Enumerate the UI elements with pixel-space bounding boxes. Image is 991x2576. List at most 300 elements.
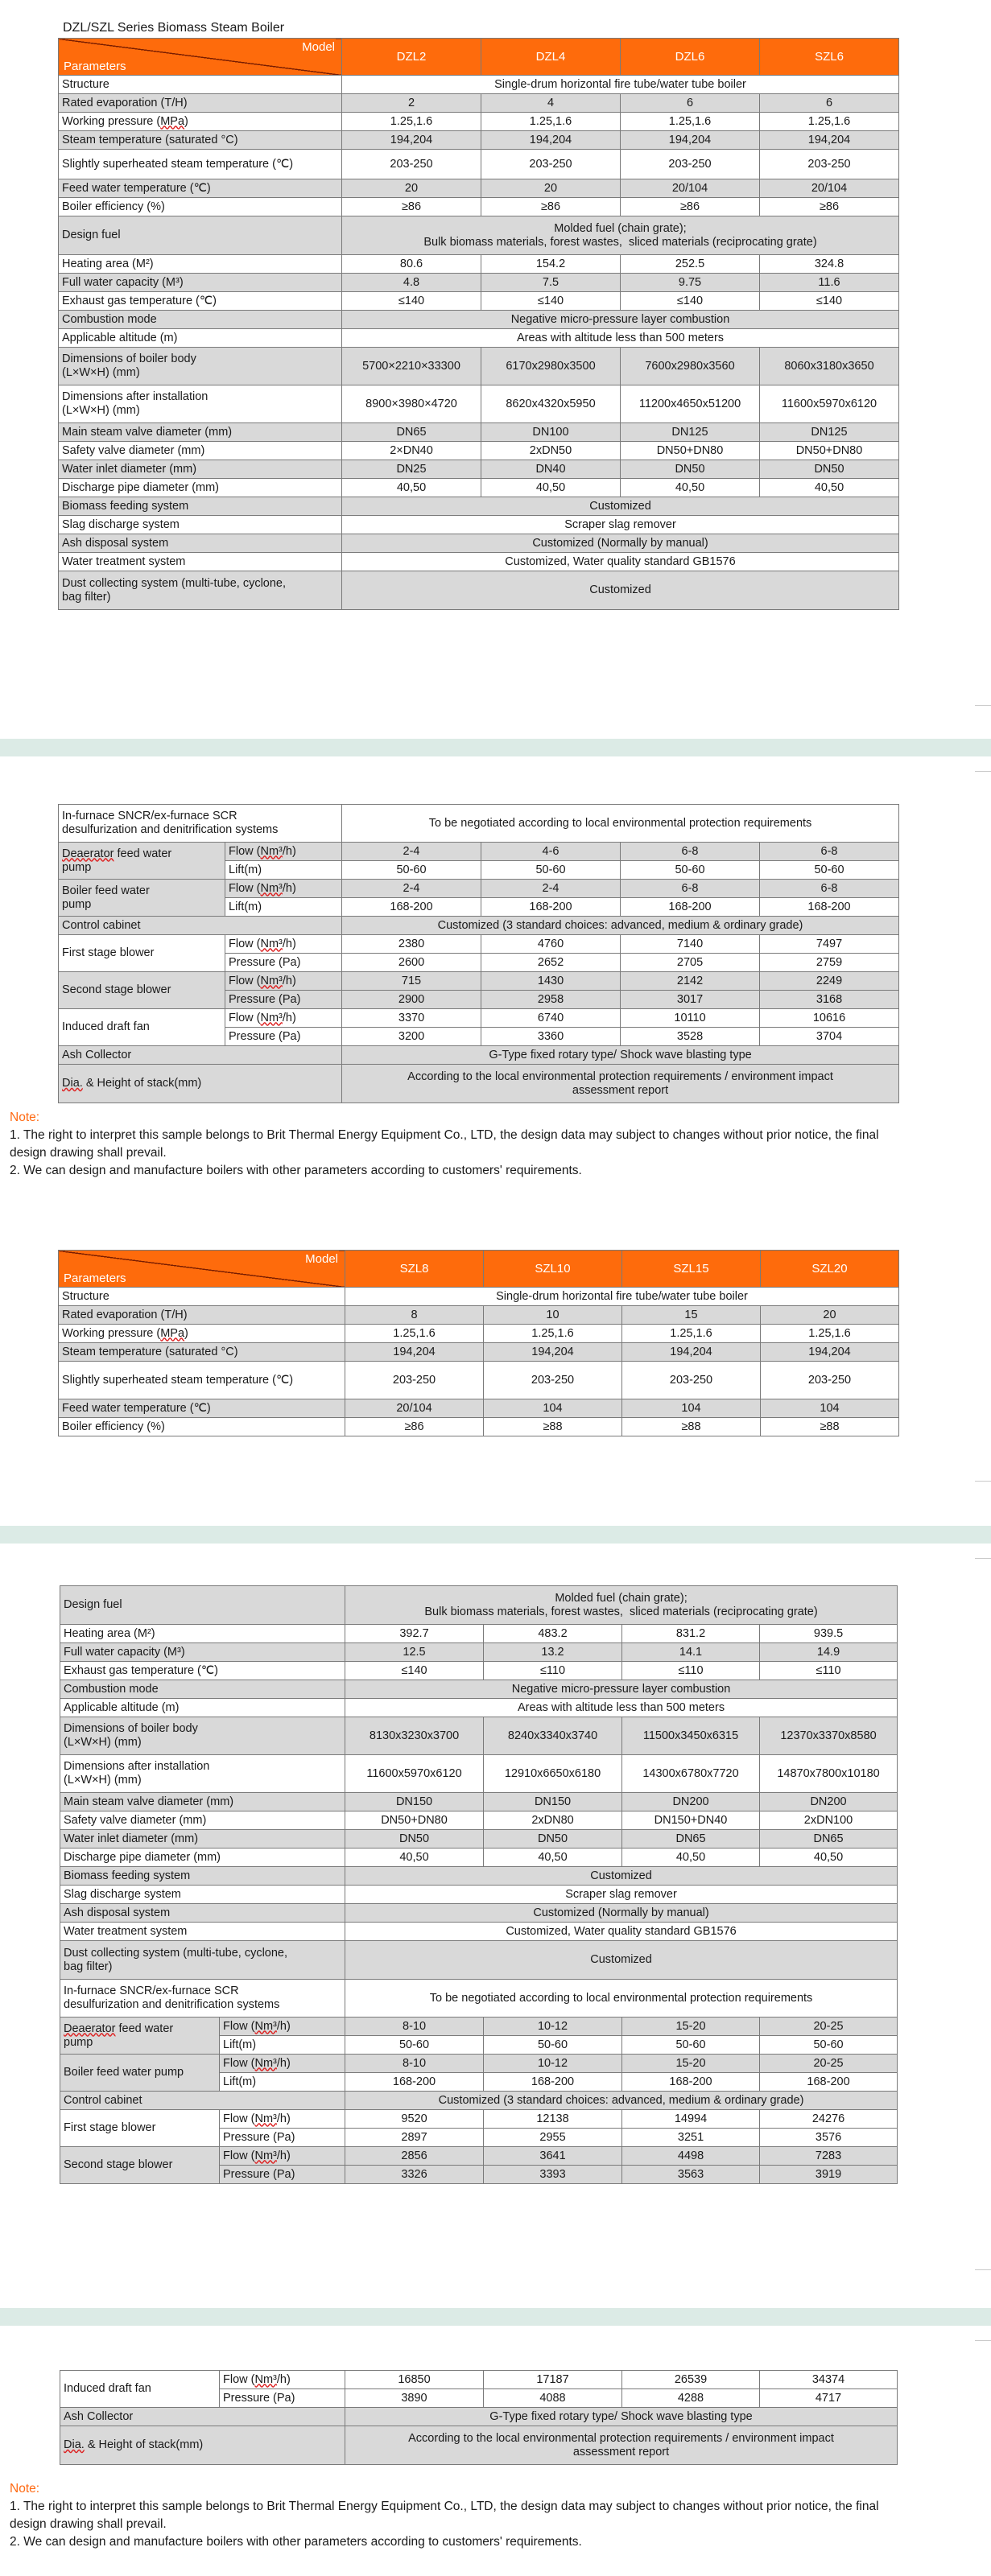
cell-value: 194,204 [761, 1343, 899, 1362]
table-row [60, 1625, 898, 1643]
cell-value: 7497 [760, 935, 899, 954]
label-line: Dimensions of boiler body [64, 1722, 198, 1735]
note-line: 2. We can design and manufacture boilers with other parameters according to customers' requirements. [10, 1164, 582, 1177]
table-row [59, 1288, 899, 1306]
page-1 [0, 0, 991, 739]
table-row [60, 1699, 898, 1717]
table-row [59, 1065, 899, 1103]
row-value: Customized, Water quality standard GB1576 [345, 1923, 898, 1941]
cell-value: 194,204 [481, 131, 621, 150]
row-label: Exhaust gas temperature (℃) [59, 292, 342, 311]
row-label: Steam temperature (saturated °C) [59, 131, 342, 150]
cell-value: ≥88 [761, 1418, 899, 1436]
cell-value: 2897 [345, 2129, 484, 2147]
table-row [60, 1755, 898, 1793]
design-fuel-line: Molded fuel (chain grate); [554, 221, 687, 235]
sub-label: Flow (Nm³/h) [220, 2147, 345, 2166]
row-label: Combustion mode [60, 1680, 345, 1699]
label-line: (L×W×H) (mm) [64, 1774, 142, 1787]
cell-value: DN150 [484, 1793, 622, 1811]
cell-value: 939.5 [760, 1625, 898, 1643]
cell-value: 14300x6780x7720 [622, 1755, 760, 1793]
cell-value: DN125 [621, 423, 760, 442]
cell-value: 1.25,1.6 [622, 1325, 761, 1343]
row-value: To be negotiated according to local environmental protection requirements [345, 1980, 898, 2018]
model-name: DZL4 [481, 39, 621, 76]
table-row [60, 1849, 898, 1867]
sub-label: Lift(m) [225, 861, 342, 880]
design-fuel-line: Bulk biomass materials, forest wastes, sliced materials (reciprocating grate) [424, 1605, 818, 1618]
cell-value: 50-60 [622, 2036, 760, 2055]
row-value: Customized (Normally by manual) [345, 1904, 898, 1923]
cell-value: 2xDN50 [481, 442, 621, 460]
cell-value: 7600x2980x3560 [621, 348, 760, 385]
row-label: Control cabinet [59, 917, 342, 935]
row-label [60, 1717, 345, 1755]
cell-value: DN50 [760, 460, 899, 479]
cell-value: 40,50 [622, 1849, 760, 1867]
cell-value: 13.2 [484, 1643, 622, 1662]
flow-unit: Nm³ [260, 937, 283, 950]
table-row [60, 2426, 898, 2465]
row-label: Ash Collector [60, 2408, 345, 2426]
label-line: pump [64, 2035, 93, 2049]
row-label: Second stage blower [59, 972, 225, 1009]
table-row [59, 571, 899, 610]
table-row [59, 972, 899, 991]
sub-label: Pressure (Pa) [225, 954, 342, 972]
design-fuel-line: Bulk biomass materials, forest wastes, sliced materials (reciprocating grate) [423, 235, 817, 249]
sub-label: Flow (Nm³/h) [220, 2371, 345, 2389]
row-label [60, 2018, 220, 2055]
cell-value: 715 [342, 972, 481, 991]
table-row [60, 1941, 898, 1980]
sub-label: Flow (Nm³/h) [220, 2110, 345, 2129]
row-label: Boiler efficiency (%) [59, 198, 342, 216]
row-value: Single-drum horizontal fire tube/water tube boiler [342, 76, 899, 94]
cell-value: 8 [345, 1306, 484, 1325]
cell-value: 2-4 [481, 880, 621, 898]
cell-value: ≥86 [342, 198, 481, 216]
table-row [60, 1830, 898, 1849]
cell-value: DN150+DN40 [622, 1811, 760, 1830]
cell-value: 2-4 [342, 880, 481, 898]
stack-value-line: According to the local environmental protection requirements / environment impact [408, 2431, 834, 2445]
cell-value: 4288 [622, 2389, 760, 2408]
cell-value: 17187 [484, 2371, 622, 2389]
cell-value: 10-12 [484, 2018, 622, 2036]
cell-value: 10 [484, 1306, 622, 1325]
table-row [59, 1399, 899, 1418]
cell-value: 10-12 [484, 2055, 622, 2073]
cell-value: ≤110 [484, 1662, 622, 1680]
flow-unit: Nm³ [254, 2056, 277, 2070]
cell-value: 3528 [621, 1028, 760, 1046]
row-label: First stage blower [59, 935, 225, 972]
row-value: Areas with altitude less than 500 meters [342, 329, 899, 348]
row-label: Ash disposal system [59, 534, 342, 553]
cell-value: 5700×2210×33300 [342, 348, 481, 385]
sub-label: Lift(m) [220, 2073, 345, 2092]
label-line: (L×W×H) (mm) [64, 1736, 142, 1749]
cell-value: ≤110 [622, 1662, 760, 1680]
label-line: bag filter) [64, 1960, 113, 1973]
label-line: Dimensions after installation [64, 1760, 210, 1773]
row-label: Applicable altitude (m) [60, 1699, 345, 1717]
label-line: (L×W×H) (mm) [62, 404, 140, 417]
cell-value: 6170x2980x3500 [481, 348, 621, 385]
cell-value: ≥86 [345, 1418, 484, 1436]
deaerator-word: Deaerator [62, 847, 114, 860]
row-label: Safety valve diameter (mm) [60, 1811, 345, 1830]
cell-value: 194,204 [484, 1343, 622, 1362]
table-row [59, 198, 899, 216]
cell-value: 2xDN80 [484, 1811, 622, 1830]
cell-value: 1.25,1.6 [481, 113, 621, 131]
table-row [60, 1662, 898, 1680]
cell-value: 8-10 [345, 2055, 484, 2073]
table-row [59, 329, 899, 348]
cell-value: ≥86 [621, 198, 760, 216]
cell-value: 154.2 [481, 255, 621, 274]
sub-label: Lift(m) [225, 898, 342, 917]
cell-value: 104 [622, 1399, 761, 1418]
row-value: Areas with altitude less than 500 meters [345, 1699, 898, 1717]
row-label: Safety valve diameter (mm) [59, 442, 342, 460]
table-header-row [59, 1251, 899, 1288]
cell-value: 194,204 [345, 1343, 484, 1362]
page-corner-mark [975, 1465, 991, 1482]
parameters-label: Parameters [64, 60, 126, 73]
table-row [60, 2110, 898, 2129]
cell-value: 8240x3340x3740 [484, 1717, 622, 1755]
row-label: Structure [59, 1288, 345, 1306]
cell-value: 7.5 [481, 274, 621, 292]
cell-value: ≥86 [481, 198, 621, 216]
cell-value: 40,50 [484, 1849, 622, 1867]
label-line: Dust collecting system (multi-tube, cyclone, [62, 576, 287, 590]
row-label: Biomass feeding system [59, 497, 342, 516]
cell-value: DN50 [484, 1830, 622, 1849]
row-label [59, 843, 225, 880]
cell-value: 11600x5970x6120 [760, 385, 899, 423]
sub-label: Pressure (Pa) [225, 1028, 342, 1046]
row-label: Slightly superheated steam temperature (℃) [59, 150, 342, 179]
cell-value: ≤140 [760, 292, 899, 311]
cell-value: 11.6 [760, 274, 899, 292]
model-name: DZL6 [621, 39, 760, 76]
row-label [60, 1941, 345, 1980]
sub-label: Pressure (Pa) [220, 2129, 345, 2147]
label-line: (L×W×H) (mm) [62, 366, 140, 379]
cell-value: 14.9 [760, 1643, 898, 1662]
cell-value: 203-250 [481, 150, 621, 179]
row-label: Control cabinet [60, 2092, 345, 2110]
cell-value: 2600 [342, 954, 481, 972]
row-value: Customized [342, 497, 899, 516]
cell-value: 16850 [345, 2371, 484, 2389]
cell-value: 6-8 [621, 880, 760, 898]
cell-value: ≤110 [760, 1662, 898, 1680]
cell-value: 1.25,1.6 [621, 113, 760, 131]
cell-value: 3370 [342, 1009, 481, 1028]
row-label: Water treatment system [60, 1923, 345, 1941]
cell-value: DN25 [342, 460, 481, 479]
note-line: design drawing shall prevail. [10, 2517, 167, 2531]
row-label: Main steam valve diameter (mm) [60, 1793, 345, 1811]
cell-value: 34374 [760, 2371, 898, 2389]
cell-value: 40,50 [342, 479, 481, 497]
cell-value: 12138 [484, 2110, 622, 2129]
table-row [59, 150, 899, 179]
table-row [59, 843, 899, 861]
row-value: Negative micro-pressure layer combustion [342, 311, 899, 329]
note-line: 1. The right to interpret this sample belongs to Brit Thermal Energy Equipment Co., LTD, the design data may subject to changes without prior notice, the final [10, 1128, 879, 1142]
cell-value: 2900 [342, 991, 481, 1009]
sub-label: Pressure (Pa) [220, 2166, 345, 2184]
page-3 [0, 1544, 991, 2308]
cell-value: DN125 [760, 423, 899, 442]
table-row [59, 880, 899, 898]
row-label: Second stage blower [60, 2147, 220, 2184]
cell-value: 3704 [760, 1028, 899, 1046]
table-row [60, 2092, 898, 2110]
table-row [59, 94, 899, 113]
spec-table-szl-final [60, 2370, 898, 2465]
row-label: Full water capacity (M³) [59, 274, 342, 292]
cell-value: 6740 [481, 1009, 621, 1028]
cell-value: 40,50 [760, 1849, 898, 1867]
page-corner-mark [975, 2253, 991, 2270]
table-row [60, 2408, 898, 2426]
cell-value: 80.6 [342, 255, 481, 274]
table-row [59, 113, 899, 131]
row-label: Main steam valve diameter (mm) [59, 423, 342, 442]
row-label: Slightly superheated steam temperature (℃) [59, 1362, 345, 1399]
cell-value: 2xDN100 [760, 1811, 898, 1830]
row-label: First stage blower [60, 2110, 220, 2147]
cell-value: 168-200 [622, 2073, 760, 2092]
cell-value: 168-200 [484, 2073, 622, 2092]
cell-value: DN50+DN80 [760, 442, 899, 460]
table-row [59, 805, 899, 843]
sub-label: Pressure (Pa) [220, 2389, 345, 2408]
row-value: To be negotiated according to local environmental protection requirements [342, 805, 899, 843]
sub-label: Flow (Nm³/h) [225, 1009, 342, 1028]
dia-word: Dia. [62, 1077, 83, 1090]
table-row [59, 1325, 899, 1343]
design-fuel-value [345, 1586, 898, 1625]
cell-value: ≥86 [760, 198, 899, 216]
cell-value: 4717 [760, 2389, 898, 2408]
cell-value: 2249 [760, 972, 899, 991]
cell-value: 1430 [481, 972, 621, 991]
row-label: Water inlet diameter (mm) [59, 460, 342, 479]
cell-value: 6-8 [621, 843, 760, 861]
cell-value: 24276 [760, 2110, 898, 2129]
cell-value: 50-60 [484, 2036, 622, 2055]
table-row [60, 1980, 898, 2018]
cell-value: 50-60 [760, 2036, 898, 2055]
cell-value: 203-250 [761, 1362, 899, 1399]
cell-value: 168-200 [345, 2073, 484, 2092]
row-value: Customized, Water quality standard GB1576 [342, 553, 899, 571]
cell-value: 20/104 [345, 1399, 484, 1418]
row-label: Structure [59, 76, 342, 94]
cell-value: 9520 [345, 2110, 484, 2129]
cell-value: 3326 [345, 2166, 484, 2184]
table-row [59, 935, 899, 954]
spec-table-dzl [58, 38, 899, 610]
cell-value: 324.8 [760, 255, 899, 274]
note-line: design drawing shall prevail. [10, 1146, 167, 1160]
cell-value: 483.2 [484, 1625, 622, 1643]
row-label: Water inlet diameter (mm) [60, 1830, 345, 1849]
label-line: pump [62, 860, 92, 874]
deaerator-word: Deaerator [64, 2022, 116, 2035]
cell-value: 6 [621, 94, 760, 113]
cell-value: 6-8 [760, 880, 899, 898]
cell-value: 7283 [760, 2147, 898, 2166]
table-row [59, 216, 899, 255]
cell-value: 2 [342, 94, 481, 113]
table-row [59, 1343, 899, 1362]
label-line: Deaerator feed water [62, 847, 172, 860]
row-label: Heating area (M²) [60, 1625, 345, 1643]
table-row [60, 1811, 898, 1830]
row-value: Customized (Normally by manual) [342, 534, 899, 553]
table-row [59, 76, 899, 94]
row-label: Induced draft fan [60, 2371, 220, 2408]
cell-value: 10110 [621, 1009, 760, 1028]
cell-value: 50-60 [481, 861, 621, 880]
row-label: Dia. & Height of stack(mm) [60, 2426, 345, 2465]
cell-value: 20-25 [760, 2055, 898, 2073]
table-row [59, 131, 899, 150]
cell-value: DN50+DN80 [621, 442, 760, 460]
label-line: In-furnace SNCR/ex-furnace SCR [64, 1985, 239, 1997]
page-2 [0, 756, 991, 1526]
design-fuel-value [342, 216, 899, 255]
row-label [60, 1980, 345, 2018]
page-4 [0, 2326, 991, 2576]
cell-value: 2955 [484, 2129, 622, 2147]
row-value: Customized [345, 1867, 898, 1886]
cell-value: 2×DN40 [342, 442, 481, 460]
cell-value: 15-20 [622, 2018, 760, 2036]
model-label: Model [302, 40, 335, 54]
cell-value: 20/104 [760, 179, 899, 198]
row-label [59, 805, 342, 843]
cell-value: 6-8 [760, 843, 899, 861]
row-label: Water treatment system [59, 553, 342, 571]
table-row [60, 1886, 898, 1904]
cell-value: 20 [481, 179, 621, 198]
model-name: SZL10 [484, 1251, 622, 1288]
cell-value: 2705 [621, 954, 760, 972]
cell-value: 3017 [621, 991, 760, 1009]
page-separator [0, 2308, 991, 2326]
table-row [60, 1717, 898, 1755]
row-label: Exhaust gas temperature (℃) [60, 1662, 345, 1680]
table-row [59, 1306, 899, 1325]
cell-value: 1.25,1.6 [345, 1325, 484, 1343]
working-pressure-unit: MPa [160, 1326, 185, 1340]
cell-value: 1.25,1.6 [342, 113, 481, 131]
cell-value: 1.25,1.6 [484, 1325, 622, 1343]
table-row [59, 516, 899, 534]
cell-value: 14870x7800x10180 [760, 1755, 898, 1793]
cell-value: 3200 [342, 1028, 481, 1046]
cell-value: 194,204 [622, 1343, 761, 1362]
row-label: Combustion mode [59, 311, 342, 329]
cell-value: 15 [622, 1306, 761, 1325]
cell-value: 3563 [622, 2166, 760, 2184]
document-title: DZL/SZL Series Biomass Steam Boiler [63, 21, 285, 35]
cell-value: 1.25,1.6 [761, 1325, 899, 1343]
cell-value: 3576 [760, 2129, 898, 2147]
cell-value: 50-60 [760, 861, 899, 880]
cell-value: 168-200 [481, 898, 621, 917]
cell-value: 104 [484, 1399, 622, 1418]
table-row [60, 1680, 898, 1699]
cell-value: 3168 [760, 991, 899, 1009]
table-header-row [59, 39, 899, 76]
cell-value: 10616 [760, 1009, 899, 1028]
cell-value: 194,204 [342, 131, 481, 150]
cell-value: 203-250 [621, 150, 760, 179]
cell-value: 168-200 [621, 898, 760, 917]
model-name: SZL15 [622, 1251, 761, 1288]
label-line: Dust collecting system (multi-tube, cyclone, [64, 1946, 288, 1960]
row-label [60, 1755, 345, 1793]
cell-value: 20 [761, 1306, 899, 1325]
note-block [10, 1109, 980, 1180]
row-label: Design fuel [60, 1586, 345, 1625]
cell-value: ≥88 [622, 1418, 761, 1436]
table-row [60, 1904, 898, 1923]
table-row [59, 1046, 899, 1065]
row-label: Full water capacity (M³) [60, 1643, 345, 1662]
page-separator [0, 739, 991, 756]
table-row [59, 442, 899, 460]
cell-value: ≤140 [621, 292, 760, 311]
cell-value: 168-200 [342, 898, 481, 917]
page-corner-mark [975, 755, 991, 772]
cell-value: 12.5 [345, 1643, 484, 1662]
row-value: Customized (3 standard choices: advanced, medium & ordinary grade) [342, 917, 899, 935]
model-name: SZL20 [761, 1251, 899, 1288]
table-row [59, 179, 899, 198]
stack-value-line: assessment report [572, 2445, 670, 2459]
table-row [60, 2018, 898, 2036]
cell-value: 2652 [481, 954, 621, 972]
table-row [59, 1009, 899, 1028]
cell-value: 11200x4650x51200 [621, 385, 760, 423]
row-label [59, 880, 225, 917]
cell-value: 4088 [484, 2389, 622, 2408]
table-row [60, 1793, 898, 1811]
cell-value: 2759 [760, 954, 899, 972]
flow-unit: Nm³ [254, 2112, 277, 2125]
cell-value: 20 [342, 179, 481, 198]
cell-value: 168-200 [760, 2073, 898, 2092]
cell-value: 2380 [342, 935, 481, 954]
page-separator [0, 1526, 991, 1544]
page-corner-mark [975, 689, 991, 706]
sub-label: Flow (Nm³/h) [225, 972, 342, 991]
cell-value: 8130x3230x3700 [345, 1717, 484, 1755]
